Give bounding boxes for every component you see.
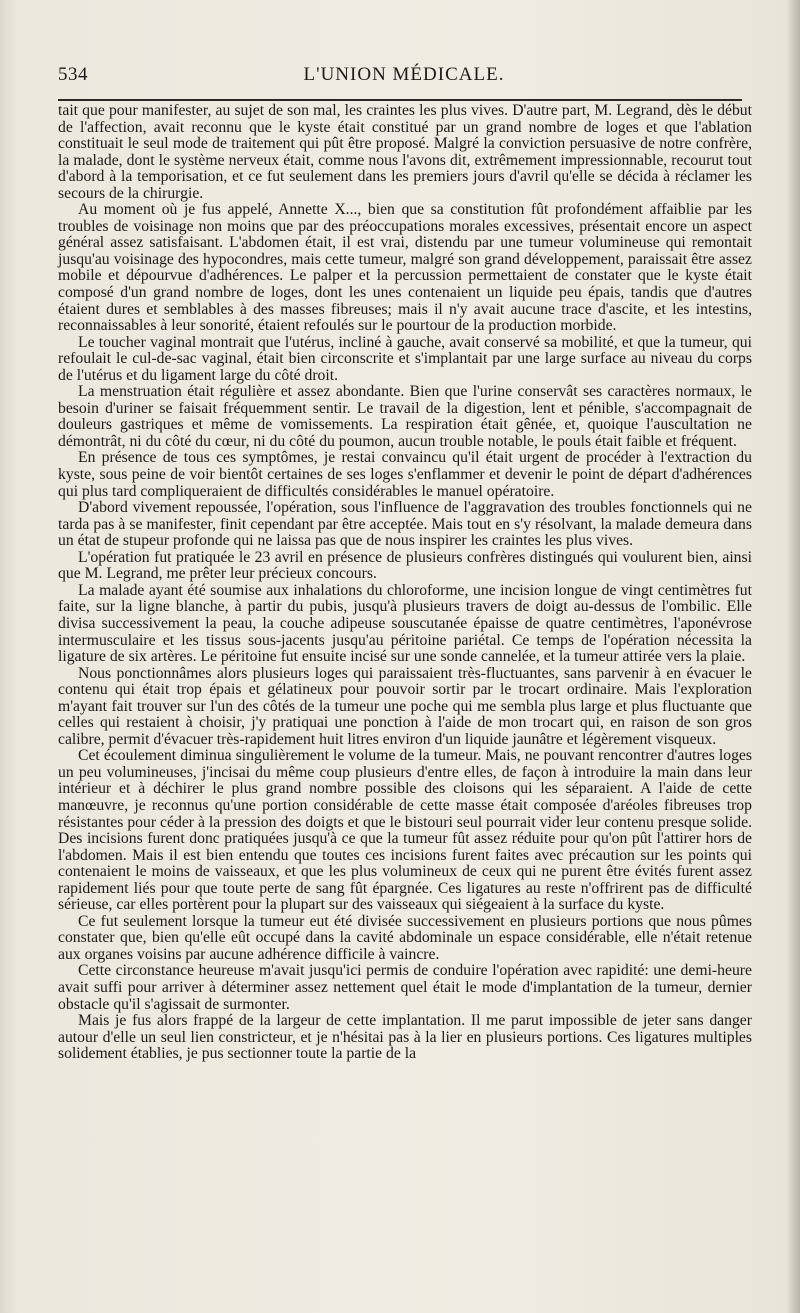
paragraph: La menstruation était régulière et assez abondante. Bien que l'urine conservât ses caractères normaux, le besoin d'uriner se faisait fréquemment sentir. Le travail de la digestion, lent et pénible, s'accompagnait de douleurs gastriques et même de vomissements. La respiration était gênée, et, quoique l'auscultation ne démontrât, ni du côté du cœur, ni du côté du poumon, aucun trouble notable, le pouls était faible et fréquent. xyxy=(58,383,752,450)
paragraph: D'abord vivement repoussée, l'opération, sous l'influence de l'aggravation des troubles fonctionnels qui ne tarda pas à se manifester, finit cependant par être acceptée. Mais tout en s'y résolvant, la malade demeura dans un état de stupeur profonde qui ne laissa pas que de nous inspirer les craintes les plus vives. xyxy=(58,499,752,550)
page-number: 534 xyxy=(58,64,88,85)
paragraph: Mais je fus alors frappé de la largeur de cette implantation. Il me parut impossible de jeter sans danger autour d'elle un seul lien constricteur, et je n'hésitai pas à la lier en plusieurs portions. Ces ligatures multiples solidement établies, je pus sectionner toute la partie de la xyxy=(58,1012,752,1063)
paragraph: En présence de tous ces symptômes, je restai convaincu qu'il était urgent de procéder à l'extraction du kyste, sous peine de voir bientôt certaines de ses loges s'enflammer et devenir le point de départ d'adhérences qui plus tard compliqueraient de difficultés considérables le manuel opératoire. xyxy=(58,449,752,500)
header-rule xyxy=(58,99,742,101)
page-header xyxy=(58,64,750,92)
paragraph: Cette circonstance heureuse m'avait jusqu'ici permis de conduire l'opération avec rapidité: une demi-heure avait suffi pour arriver à déterminer assez nettement quel était le mode d'implantation de la tumeur, dernier obstacle qu'il s'agissait de surmonter. xyxy=(58,962,752,1013)
paragraph: Au moment où je fus appelé, Annette X..., bien que sa constitution fût profondément affaiblie par les troubles de voisinage non moins que par des préoccupations morales excessives, présentait encore un aspect général assez satisfaisant. L'abdomen était, il est vrai, distendu par une tumeur volumineuse qui remontait jusqu'au voisinage des hypocondres, mais cette tumeur, malgré son grand développement, paraissait être assez mobile et dépourvue d'adhérences. Le palper et la percussion permettaient de constater que le kyste était composé d'un grand nombre de loges, dont les unes contenaient un liquide peu épais, tandis que d'autres étaient dures et semblables à des masses fibreuses; mais il n'y avait aucune trace d'ascite, et les intestins, reconnaissables à leur sonorité, étaient refoulés sur le pourtour de la production morbide. xyxy=(58,201,752,335)
paragraph: Nous ponctionnâmes alors plusieurs loges qui paraissaient très-fluctuantes, sans parvenir à en évacuer le contenu qui était trop épais et gélatineux pour pouvoir sortir par le trocart ordinaire. Mais l'exploration m'ayant fait trouver sur l'un des côtés de la tumeur une poche qui me sembla plus large et plus fluctuante que celles qui restaient à choisir, j'y pratiquai une ponction à l'aide de mon trocart qui, en raison de son gros calibre, permit d'évacuer très-rapidement huit litres environ d'un liquide jaunâtre et légèrement visqueux. xyxy=(58,664,752,748)
paragraph: L'opération fut pratiquée le 23 avril en présence de plusieurs confrères distingués qui voulurent bien, ainsi que M. Legrand, me prêter leur précieux concours. xyxy=(58,548,752,583)
paragraph: Cet écoulement diminua singulièrement le volume de la tumeur. Mais, ne pouvant rencontrer d'autres loges un peu volumineuses, j'incisai du même coup plusieurs d'entre elles, de façon à introduire la main dans leur intérieur et à déchirer le plus grand nombre possible des cloisons qui les séparaient. A l'aide de cette manœuvre, je reconnus qu'une portion considérable de cette masse était composée d'aréoles fibreuses trop résistantes pour céder à la pression des doigts et que le bistouri seul pourrait vider leur contenu presque solide. Des incisions furent donc pratiquées jusqu'à ce que la tumeur fût assez réduite pour qu'on pût l'attirer hors de l'abdomen. Mais il est bien entendu que toutes ces incisions furent faites avec précaution sur les points qui contenaient le moins de vaisseaux, et que les plus volumineux de ceux qui ne purent être évités furent assez rapidement liés pour que toute perte de sang fût épargnée. Ces ligatures au reste n'offrirent pas de difficulté sérieuse, car elles portèrent pour la plupart sur des vaisseaux qui siégeaient à la surface du kyste. xyxy=(58,747,752,914)
running-title: L'UNION MÉDICALE. xyxy=(303,64,505,85)
paragraph-continued: tait que pour manifester, au sujet de son mal, les craintes les plus vives. D'autre part, M. Legrand, dès le début de l'affection, avait reconnu que le kyste était constitué par un grand nombre de loges et que l'ablation constituait le seul mode de traitement qui pût être proposé. Malgré la conviction persuasive de notre confrère, la malade, dont le système nerveux était, comme nous l'avons dit, extrêmement impressionnable, recourut tout d'abord à la temporisation, et ce fut seulement dans les premiers jours d'avril qu'elle se décida à réclamer les secours de la chirurgie. xyxy=(58,102,752,202)
paragraph: La malade ayant été soumise aux inhalations du chloroforme, une incision longue de vingt centimètres fut faite, sur la ligne blanche, à partir du pubis, jusqu'à plusieurs travers de doigt au-dessus de l'ombilic. Elle divisa successivement la peau, la couche adipeuse souscutanée épaisse de quatre centimètres, l'aponévrose intermusculaire et les tissus sous-jacents jusqu'au péritoine pariétal. Ce temps de l'opération nécessita la ligature de six artères. Le péritoine fut ensuite incisé sur une sonde cannelée, et la tumeur attirée vers la plaie. xyxy=(58,581,752,666)
article-body xyxy=(58,103,752,1063)
paragraph: Ce fut seulement lorsque la tumeur eut été divisée successivement en plusieurs portions que nous pûmes constater que, bien qu'elle eût occupé dans la cavité abdominale un espace considérable, elle n'était retenue aux organes voisins par aucune adhérence difficile à vaincre. xyxy=(58,912,752,963)
paragraph: Le toucher vaginal montrait que l'utérus, incliné à gauche, avait conservé sa mobilité, et que la tumeur, qui refoulait le cul-de-sac vaginal, était bien circonscrite et s'implantait par une large surface au niveau du corps de l'utérus et du ligament large du côté droit. xyxy=(58,333,752,384)
